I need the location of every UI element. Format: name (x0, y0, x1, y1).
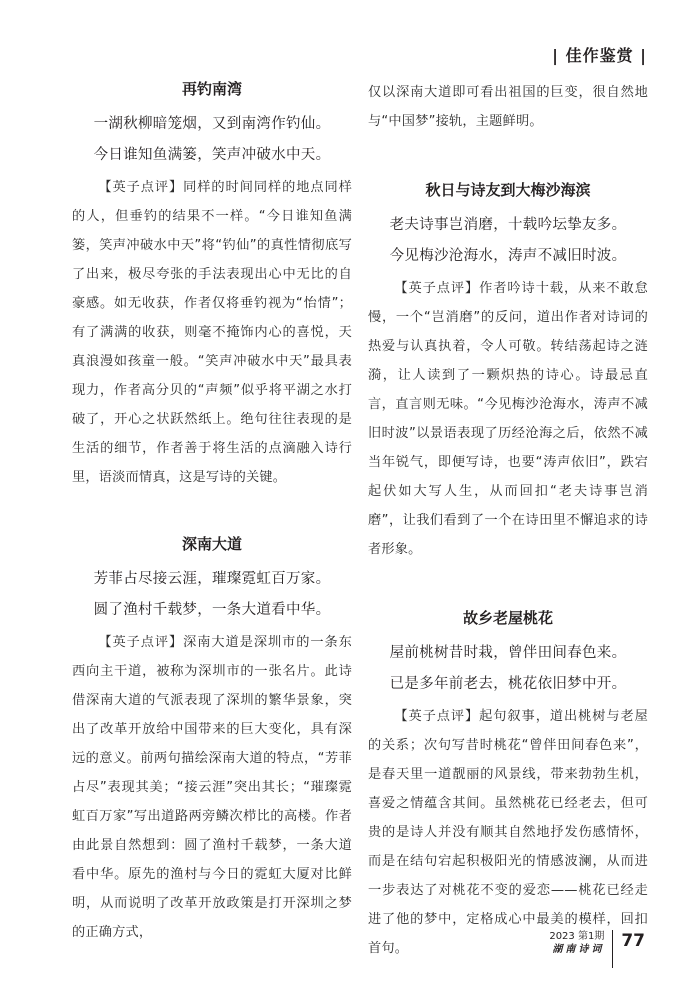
poem-line: 圆了渔村千载梦，一条大道看中华。 (93, 602, 331, 618)
commentary-text: 同样的时间同样的地点同样的人，但垂钓的结果不一样。“今日谁知鱼满篓，笑声冲破水中天”将“钓仙”的真性情彻底写了出来，极尽夸张的手法表现出心中无比的自豪感。如无收获，作者仅将垂钓视为“怡情”；有了满满的收获，则毫不掩饰内心的喜悦，天真浪漫如孩童一般。“笑声冲破水中天”最具表现力，作者高分贝的“声频”似乎将平湖之水打破了，开心之状跃然纸上。绝句往往表现的是生活的细节，作者善于将生活的点滴融入诗行里，语淡而情真，这是写诗的关键。 (72, 180, 352, 485)
poem-line: 今日谁知鱼满篓，笑声冲破水中天。 (93, 147, 331, 163)
poem-block (72, 78, 352, 492)
magazine-name: 湖南诗词 (552, 944, 605, 955)
poem-commentary (72, 628, 352, 947)
issue-label: 2023 第1期 (549, 931, 605, 942)
poem-block (368, 179, 648, 564)
commentary-text: 作者吟诗十载，从来不敢怠慢，一个“岂消磨”的反问，道出作者对诗词的热爱与认真执着，令人可敬。转结荡起诗之涟漪，让人读到了一颗炽热的诗心。诗最忌直言，直言则无味。“今见梅沙沧海水，涛声不减旧时波”以景语表现了历经沧海之后，依然不减当年锐气，即便写诗，也要“涛声依旧”，跌宕起伏如大写人生，从而回扣“老夫诗事岂消磨”，让我们看到了一个在诗田里不懈追求的诗者形象。 (368, 281, 648, 557)
poem-line: 屋前桃树昔时栽，曾伴田间春色来。 (389, 645, 627, 661)
footer-divider (612, 930, 613, 968)
commentary-tag: 【英子点评】 (98, 635, 184, 650)
poem-commentary (72, 173, 352, 492)
poem-line: 芳菲占尽接云涯，璀璨霓虹百万家。 (93, 571, 331, 587)
poem-line: 老夫诗事岂消磨，十载吟坛挚友多。 (389, 217, 627, 233)
left-column (72, 78, 352, 947)
poem-title: 再钓南湾 (181, 80, 242, 98)
issue-info (549, 930, 604, 957)
right-column (368, 78, 648, 963)
poem-title: 深南大道 (181, 535, 242, 553)
poem-commentary (368, 702, 648, 963)
commentary-text: 起句叙事，道出桃树与老屋的关系；次句写昔时桃花“曾伴田间春色来”，是春天里一道靓丽的风景线，带来勃勃生机，喜爱之情蕴含其间。虽然桃花已经老去，但可贵的是诗人并没有顺其自然地抒发伤感情怀，而是在结句宕起积极阳光的情感波澜，从而进一步表达了对桃花不变的爱恋——桃花已经走进了他的梦中，定格成心中最美的模样，回扣首句。 (368, 709, 648, 956)
commentary-tag: 【英子点评】 (98, 180, 184, 195)
commentary-text: 深南大道是深圳市的一条东西向主干道，被称为深圳市的一张名片。此诗借深南大道的气派表现了深圳的繁华景象，突出了改革开放给中国带来的巨大变化，具有深远的意义。前两句描绘深南大道的特点，“芳菲占尽”表现其美；“接云涯”突出其长；“璀璨霓虹百万家”写出道路两旁鳞次栉比的高楼。作者由此景自然想到：圆了渔村千载梦，一条大道看中华。原先的渔村与今日的霓虹大厦对比鲜明，从而说明了改革开放政策是打开深圳之梦的正确方式， (72, 635, 352, 940)
poem-line: 一湖秋柳暗笼烟，又到南湾作钓仙。 (93, 116, 331, 132)
poem-commentary (368, 274, 648, 564)
poem-line: 已是多年前老去，桃花依旧梦中开。 (389, 676, 627, 692)
commentary-tag: 【英子点评】 (394, 709, 480, 724)
commentary-continuation: 仅以深南大道即可看出祖国的巨变，很自然地与“中国梦”接轨，主题鲜明。 (368, 85, 648, 129)
page-footer (549, 930, 645, 970)
poem-block (72, 533, 352, 947)
poem-title: 故乡老屋桃花 (462, 609, 553, 627)
poem-line: 今见梅沙沧海水，涛声不减旧时波。 (389, 248, 627, 264)
poem-block (368, 607, 648, 963)
page-number: 77 (621, 931, 645, 951)
commentary-tag: 【英子点评】 (394, 281, 480, 296)
poem-title: 秋日与诗友到大梅沙海滨 (425, 181, 591, 199)
section-label: | 佳作鉴赏 | (552, 46, 647, 65)
